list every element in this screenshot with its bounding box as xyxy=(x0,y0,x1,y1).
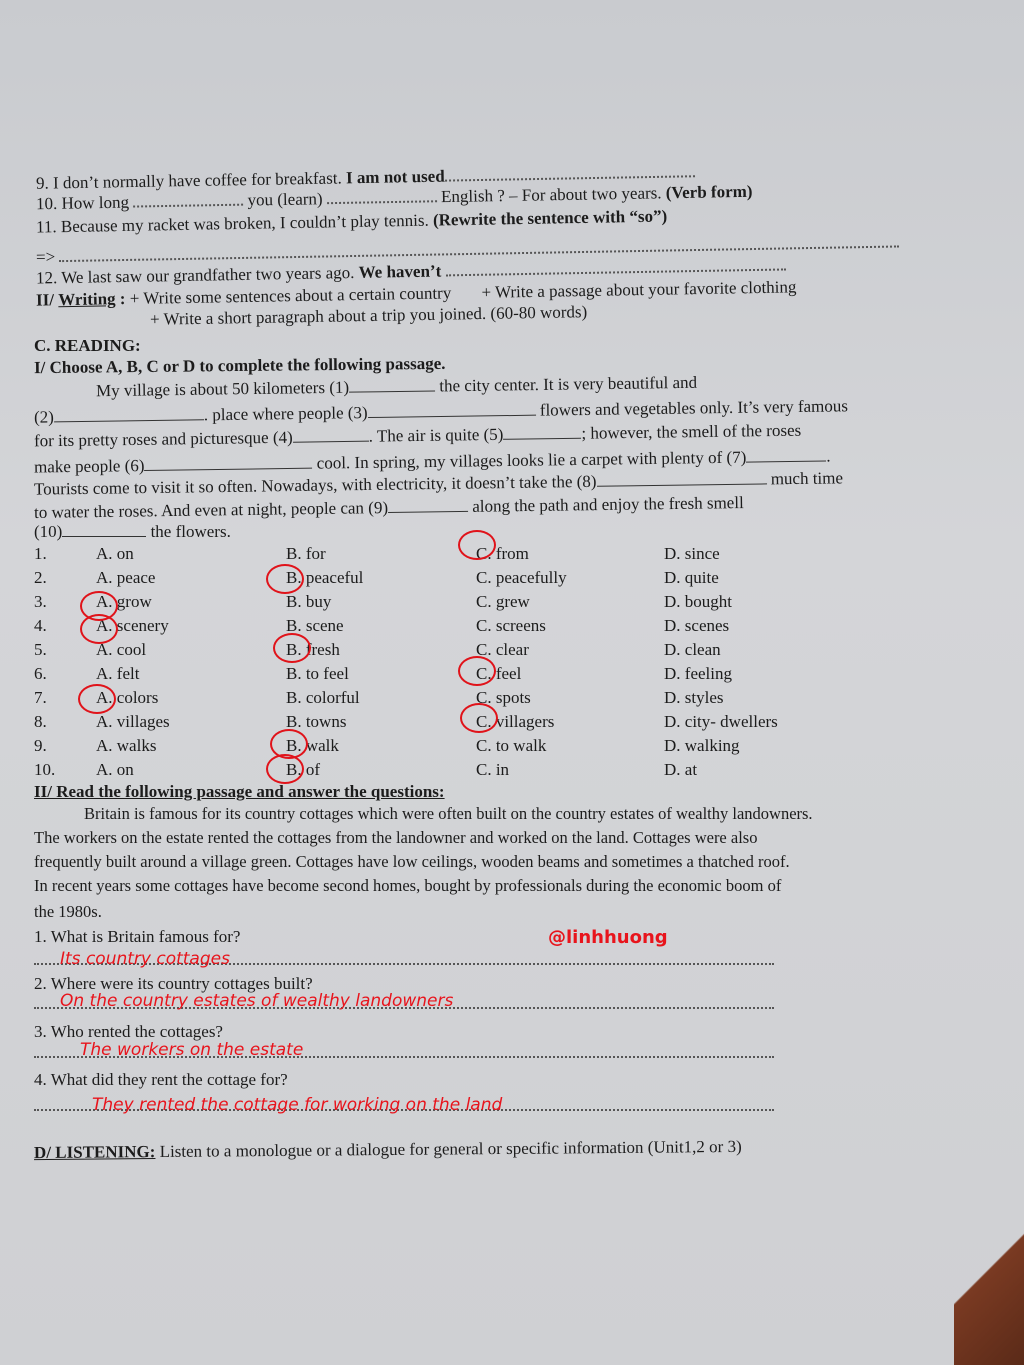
option-c: C. to walk xyxy=(476,736,547,755)
answer-blank xyxy=(445,163,695,181)
answer-2: On the country estates of wealthy landowners xyxy=(60,991,454,1011)
passage-line-2: (2) . place where people (3) flowers and vegetables only. It’s very famous xyxy=(33,396,849,427)
answer-blank xyxy=(133,192,243,208)
option-b: B. for xyxy=(286,544,326,563)
passage-line-4: make people (6) cool. In spring, my villages looks lie a carpet with plenty of (7) . xyxy=(33,446,831,477)
option-c: C. spots xyxy=(476,688,531,707)
option-d: D. at xyxy=(664,760,698,779)
option-c: C. clear xyxy=(476,640,529,659)
answer-1: Its country cottages xyxy=(60,949,230,969)
option-a: A. walks xyxy=(96,736,157,755)
blank-6 xyxy=(144,454,312,471)
reading-heading: C. READING: xyxy=(34,336,141,355)
passage2-line-2: The workers on the estate rented the cottages from the landowner and worked on the land. Cottages were also xyxy=(34,828,758,847)
option-number: 8. xyxy=(34,712,47,731)
option-d: D. scenes xyxy=(664,616,730,635)
question-11: 11. Because my racket was broken, I couldn’t play tennis. (Rewrite the sentence with “so”) xyxy=(35,206,668,237)
blank-4 xyxy=(293,427,369,443)
option-b: B. towns xyxy=(286,712,347,731)
option-a: A. colors xyxy=(96,688,159,707)
watermark-text: @linhhuong xyxy=(548,927,668,948)
reading-part2-title: II/ Read the following passage and answer the questions: xyxy=(34,782,445,801)
option-a: A. peace xyxy=(96,568,156,587)
question-12: 12. We last saw our grandfather two years ago. We haven’t xyxy=(36,255,786,288)
option-a: A. villages xyxy=(96,712,170,731)
option-b: B. walk xyxy=(286,736,339,755)
option-c: C. feel xyxy=(476,664,522,683)
blank-1 xyxy=(349,376,435,392)
option-a: A. grow xyxy=(96,592,152,611)
blank-7 xyxy=(746,446,826,462)
writing-label: Writing xyxy=(58,289,116,310)
option-b: B. colorful xyxy=(286,688,360,707)
passage2-line-1: Britain is famous for its country cottages which were often built on the country estates of wealthy landowners. xyxy=(84,804,813,823)
option-a: A. scenery xyxy=(96,616,169,635)
option-b: B. peaceful xyxy=(286,568,364,587)
option-d: D. since xyxy=(664,544,720,563)
question-1: 1. What is Britain famous for? xyxy=(34,927,241,946)
option-number: 3. xyxy=(34,592,47,611)
option-d: D. city- dwellers xyxy=(664,712,778,731)
question-11-answer-line: => xyxy=(36,232,900,267)
option-number: 10. xyxy=(34,760,56,779)
blank-2 xyxy=(54,405,204,422)
option-a: A. on xyxy=(96,544,134,563)
question-3: 3. Who rented the cottages? xyxy=(34,1022,223,1041)
listening-label: D/ LISTENING: xyxy=(33,1142,156,1163)
option-a: A. felt xyxy=(96,664,140,683)
option-a: A. on xyxy=(96,760,134,779)
option-number: 2. xyxy=(34,568,47,587)
answer-circle-2-b xyxy=(266,564,304,594)
answer-circle-5-b xyxy=(273,633,311,663)
writing-item-3: + Write a short paragraph about a trip you joined. (60-80 words) xyxy=(149,302,588,329)
table-edge xyxy=(954,1195,1024,1365)
blank-5 xyxy=(503,424,581,440)
option-number: 7. xyxy=(34,688,47,707)
blank-9 xyxy=(388,497,468,513)
passage-line-7: (10) the flowers. xyxy=(34,522,231,541)
listening-section: D/ LISTENING: Listen to a monologue or a dialogue for general or specific information (Unit1,2 or 3) xyxy=(33,1136,742,1163)
passage2-line-4: In recent years some cottages have become second homes, bought by professionals during the economic boom of xyxy=(34,876,782,895)
option-b: B. fresh xyxy=(286,640,340,659)
answer-blank xyxy=(327,188,437,204)
answer-3: The workers on the estate xyxy=(80,1040,304,1060)
option-number: 4. xyxy=(34,616,47,635)
option-b: B. of xyxy=(286,760,320,779)
blank-10 xyxy=(62,522,146,537)
option-a: A. cool xyxy=(96,640,147,659)
option-d: D. styles xyxy=(664,688,724,707)
option-c: C. screens xyxy=(476,616,546,635)
passage2-line-3: frequently built around a village green. Cottages have low ceilings, wooden beams and sometimes a thatched roof. xyxy=(34,852,790,871)
option-b: B. to feel xyxy=(286,664,349,683)
question-10: 10. How long you (learn) English ? – For about two years. (Verb form) xyxy=(35,181,753,214)
blank-8 xyxy=(596,469,766,486)
passage-line-6: to water the roses. And even at night, people can (9) along the path and enjoy the fresh smell xyxy=(33,493,744,522)
option-d: D. quite xyxy=(664,568,719,587)
writing-section: II/ Writing : + Write some sentences about a certain country + Write a passage about your favorite clothing xyxy=(35,277,797,310)
answer-circle-10-b xyxy=(266,754,304,784)
option-c: C. from xyxy=(476,544,529,563)
answer-circle-4-a xyxy=(80,614,118,644)
answer-circle-6-c xyxy=(458,656,496,686)
option-c: C. peacefully xyxy=(476,568,567,587)
answer-circle-7-a xyxy=(78,684,116,714)
option-d: D. clean xyxy=(664,640,721,659)
option-c: C. grew xyxy=(476,592,530,611)
blank-3 xyxy=(367,401,535,418)
answer-circle-1-c xyxy=(458,530,496,560)
question-4: 4. What did they rent the cottage for? xyxy=(34,1070,288,1089)
option-d: D. feeling xyxy=(664,664,732,683)
option-number: 9. xyxy=(34,736,47,755)
answer-4: They rented the cottage for working on the land xyxy=(92,1095,503,1115)
option-b: B. scene xyxy=(286,616,344,635)
option-number: 5. xyxy=(34,640,47,659)
option-d: D. walking xyxy=(664,736,740,755)
option-number: 1. xyxy=(34,544,47,563)
option-c: C. in xyxy=(476,760,510,779)
question-9: 9. I don’t normally have coffee for breakfast. I am not used xyxy=(36,162,695,193)
option-b: B. buy xyxy=(286,592,332,611)
answer-circle-8-c xyxy=(460,703,498,733)
reading-part1-title: I/ Choose A, B, C or D to complete the following passage. xyxy=(33,353,446,378)
passage-line-1: My village is about 50 kilometers (1) the city center. It is very beautiful and xyxy=(95,372,698,401)
passage-line-5: Tourists come to visit it so often. Nowadays, with electricity, it doesn’t take the (8) much time xyxy=(33,468,844,499)
option-c: C. villagers xyxy=(476,712,555,731)
passage-line-3: for its pretty roses and picturesque (4) . The air is quite (5) ; however, the smell of the roses xyxy=(33,420,802,451)
question-2: 2. Where were its country cottages built? xyxy=(34,974,313,993)
passage2-line-5: the 1980s. xyxy=(34,902,102,921)
option-d: D. bought xyxy=(664,592,732,611)
option-number: 6. xyxy=(34,664,47,683)
